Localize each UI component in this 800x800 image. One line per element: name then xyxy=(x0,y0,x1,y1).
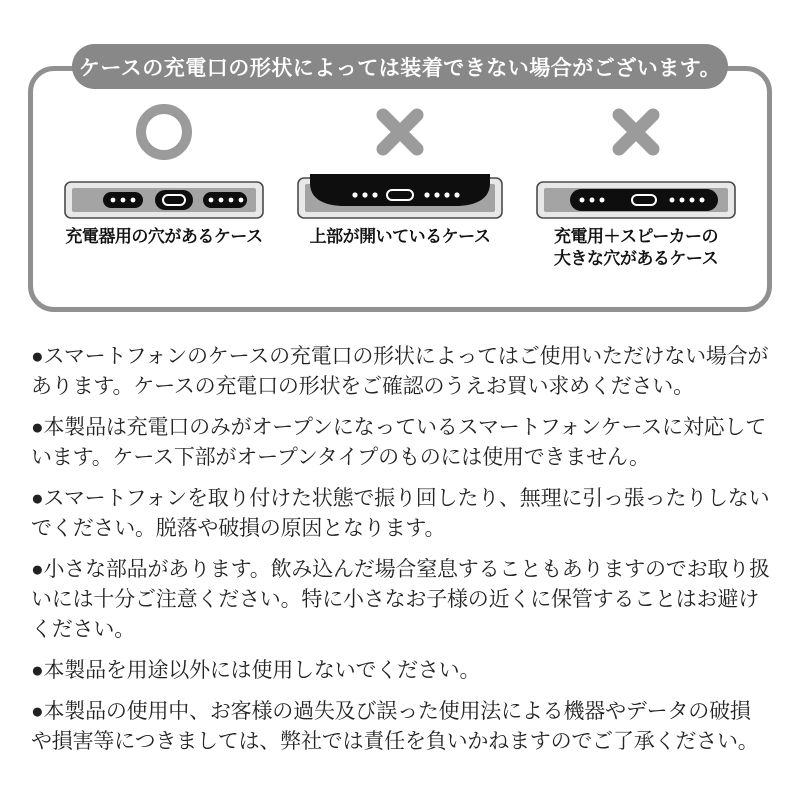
notice-item: ●スマートフォンのケースの充電口の形状によってはご使用いただけない場合があります。ケースの充電口の形状をご確認のうえお買い求めください。 xyxy=(31,345,769,398)
case-examples-row xyxy=(33,99,767,271)
notice-list xyxy=(31,342,771,768)
speaker-holes-left-icon xyxy=(103,192,143,208)
compatibility-panel xyxy=(28,66,772,312)
case-label-line: 大きな穴があるケース xyxy=(553,249,719,269)
charging-port-icon xyxy=(155,190,193,210)
case-bottom-illustration-charging-hole xyxy=(64,169,264,219)
notice-item: ●小さな部品があります。飲み込んだ場合窒息することもありますのでお取り扱いには十分ご注意ください。特に小さなお子様の近くに保管することはお避けください。 xyxy=(31,558,770,641)
case-label-line: 上部が開いているケース xyxy=(309,227,491,246)
ng-cross-icon xyxy=(606,99,666,165)
case-example-charging-hole xyxy=(47,99,281,271)
notice-item: ●本製品は充電口のみがオープンになっているスマートフォンケースに対応しています。ケース下部がオープンタイプのものには使用できません。 xyxy=(31,416,767,469)
case-label xyxy=(554,226,718,271)
notice-item: ●スマートフォンを取り付けた状態で振り回したり、無理に引っ張ったりしないでください。脱落や破損の原因となります。 xyxy=(31,487,770,540)
speaker-holes-right-icon xyxy=(203,192,247,208)
case-label xyxy=(310,226,491,248)
speaker-holes-left-icon xyxy=(580,198,605,203)
notice-item: ●本製品の使用中、お客様の過失及び誤った使用法による機器やデータの破損や損害等につきましては、弊社では責任を負いかねますのでご了承ください。 xyxy=(31,700,759,753)
ng-cross-icon xyxy=(370,99,430,165)
notice-item: ●本製品を用途以外には使用しないでください。 xyxy=(31,659,481,682)
speaker-holes-left-icon xyxy=(352,192,377,197)
case-example-open-top xyxy=(283,99,517,271)
case-example-large-hole xyxy=(519,99,753,271)
warning-banner-text: ケースの充電口の形状によっては装着できない場合がございます。 xyxy=(78,56,722,80)
case-label xyxy=(65,226,262,248)
case-label-line: 充電器用の穴があるケース xyxy=(65,227,263,246)
warning-banner xyxy=(72,44,728,89)
ok-circle-icon xyxy=(135,99,193,165)
case-bottom-illustration-open-top xyxy=(297,169,503,219)
case-bottom-illustration-large-hole xyxy=(536,169,736,219)
case-label-line: 充電用＋スピーカーの xyxy=(554,227,718,246)
